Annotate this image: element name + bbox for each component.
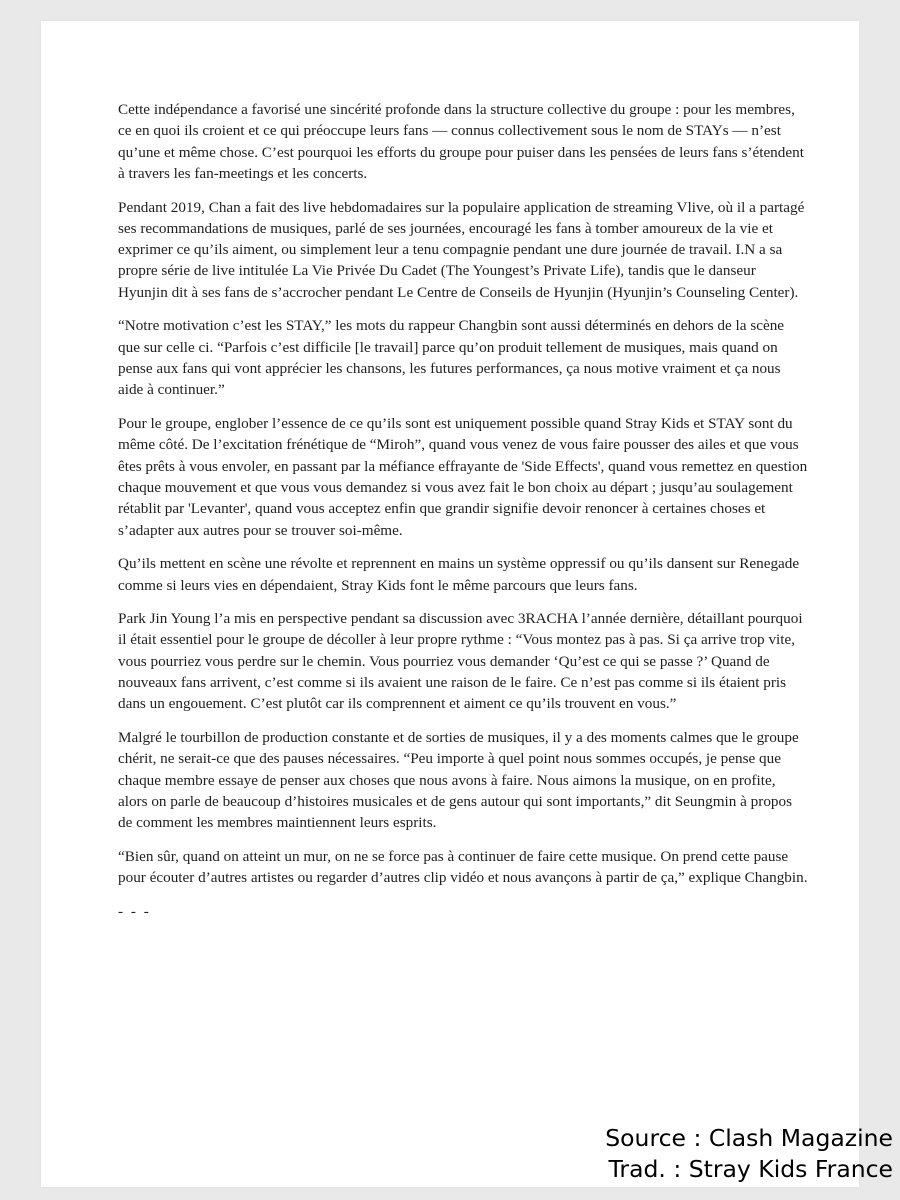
translation-credit: Trad. : Stray Kids France — [608, 1155, 893, 1183]
paragraph-1: Cette indépendance a favorisé une sincérité profonde dans la structure collective du groupe : pour les membres, ce en quoi ils croient et ce qui préoccupe leurs fans — connus collectivement sous le nom de STAYs — n’est qu’une et même chose. C’est pourquoi les efforts du groupe pour puiser dans les pensées de leurs fans s’étendent à travers les fan-meetings et les concerts. — [118, 101, 804, 182]
paragraph-4: Pour le groupe, englober l’essence de ce qu’ils sont est uniquement possible quand Stray Kids et STAY sont du même côté. De l’excitation frénétique de “Miroh”, quand vous venez de vous faire pousser des ailes et que vous êtes prêts à vous envoler, en passant par la méfiance effrayante de 'Side Effects', quand vous remettez en question chaque mouvement et que vous vous demandez si vous avez fait le bon choix au départ ; jusqu’au soulagement rétablit par 'Levanter', quand vous acceptez enfin que grandir signifie devoir renoncer à certaines choses et s’adapter aux autres pour se trouver soi-même. — [118, 415, 808, 539]
paragraph-8: “Bien sûr, quand on atteint un mur, on ne se force pas à continuer de faire cette musique. On prend cette pause pour écouter d’autres artistes ou regarder d’autres clip vidéo et nous avançons à partir de ça,” explique Changbin. — [118, 847, 808, 887]
paragraph-2: Pendant 2019, Chan a fait des live hebdomadaires sur la populaire application de streaming Vlive, où il a partagé ses recommandations de musiques, parlé de ses journées, encouragé les fans à tomber amoureux de la vie et exprimer ce qu’ils aiment, ou simplement leur a tenu compagnie pendant une dure journée de travail. I.N a sa propre série de live intitulée La Vie Privée Du Cadet (The Youngest’s Private Life), tandis que le danseur Hyunjin dit à ses fans de s’accrocher pendant Le Centre de Conseils de Hyunjin (Hyunjin’s Counseling Center). — [118, 198, 805, 301]
paragraph-3: “Notre motivation c’est les STAY,” les mots du rappeur Changbin sont aussi déterminés en dehors de la scène que sur celle ci. “Parfois c’est difficile [le travail] parce qu’on produit tellement de musiques, mais quand on pense aux fans qui vont apprécier les chansons, les futures performances, ça nous motive vraiment et ça nous aide à continuer.” — [118, 317, 785, 399]
paragraph-6: Park Jin Young l’a mis en perspective pendant sa discussion avec 3RACHA l’année dernière, détaillant pourquoi il était essentiel pour le groupe de décoller à leur propre rythme : “Vous montez pas à pas. Si ça arrive trop vite, vous pourriez vous perdre sur le chemin. Vous pourriez vous demander ‘Qu’est ce qui se passe ?’ Quand de nouveaux fans arrivent, c’est comme si ils avaient une raison de le faire. Ce n’est pas comme si ils étaient pris dans un engouement. C’est plutôt car ils comprennent et aiment ce qu’ils trouvent en vous.” — [118, 610, 803, 713]
article-body — [118, 99, 808, 935]
section-separator: - - - — [118, 902, 151, 920]
paragraph-5: Qu’ils mettent en scène une révolte et reprennent en mains un système oppressif ou qu’ils dansent sur Renegade comme si leurs vies en dépendaient, Stray Kids font le même parcours que leurs fans. — [118, 555, 800, 594]
document-page — [41, 21, 859, 1187]
paragraph-7: Malgré le tourbillon de production constante et de sorties de musiques, il y a des moments calmes que le groupe chérit, ne serait-ce que des pauses nécessaires. “Peu importe à quel point nous sommes occupés, je pense que chaque membre essaye de penser aux choses que nous avons à faire. Nous aimons la musique, on en profite, alors on parle de beaucoup d’histoires musicales et de gens autour qui sont importants,” dit Seungmin à propos de comment les membres maintiennent leurs esprits. — [118, 729, 799, 832]
source-credit: Source : Clash Magazine — [605, 1124, 893, 1152]
